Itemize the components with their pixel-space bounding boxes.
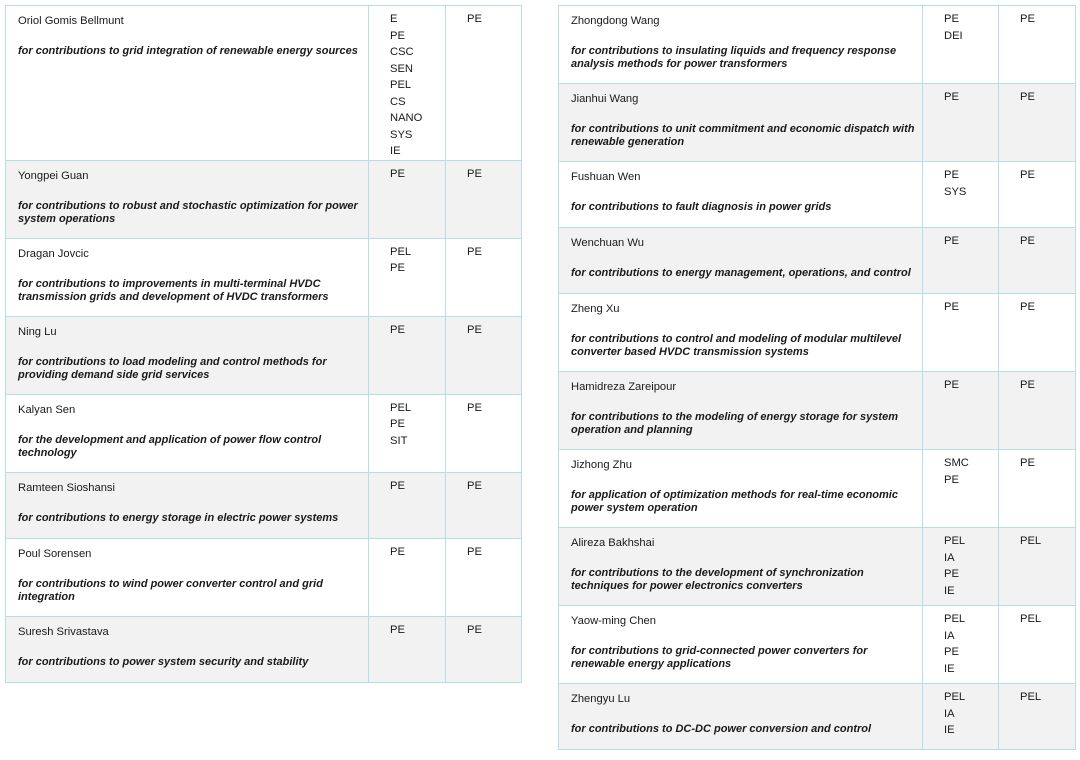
society-code: PE bbox=[944, 91, 959, 103]
fellow-societies-cell bbox=[923, 606, 999, 684]
fellows-table-left-body bbox=[6, 6, 522, 683]
society-code: PE bbox=[390, 167, 405, 180]
fellow-info-cell bbox=[559, 528, 923, 606]
fellow-citation: for contributions to control and modeling of modular multilevel converter based HVDC transmission systems bbox=[571, 333, 901, 358]
evaluating-society: PE bbox=[467, 545, 482, 558]
fellow-name: Zhongdong Wang bbox=[571, 15, 660, 27]
fellow-name: Ning Lu bbox=[18, 325, 57, 338]
fellow-row bbox=[559, 450, 1076, 528]
society-code: PE bbox=[390, 418, 405, 430]
society-code: PE bbox=[390, 623, 405, 636]
fellow-societies-cell bbox=[369, 394, 446, 472]
fellow-societies-cell bbox=[369, 160, 446, 238]
evaluating-society: PE bbox=[467, 245, 482, 258]
society-code: IE bbox=[944, 724, 955, 736]
fellow-name: Yongpei Guan bbox=[18, 169, 89, 182]
evaluating-society-cell bbox=[999, 528, 1076, 606]
society-code: SYS bbox=[390, 128, 413, 141]
fellow-name: Hamidreza Zareipour bbox=[571, 381, 677, 393]
fellow-row bbox=[6, 160, 522, 238]
fellow-row bbox=[559, 162, 1076, 228]
fellows-table-left bbox=[5, 5, 522, 683]
fellow-citation: for contributions to robust and stochastic optimization for power system operations bbox=[18, 199, 358, 225]
fellow-row bbox=[559, 606, 1076, 684]
society-code: PE bbox=[390, 545, 405, 558]
fellow-name: Zheng Xu bbox=[571, 303, 620, 315]
society-code: PE bbox=[390, 262, 405, 274]
evaluating-society: PE bbox=[467, 401, 482, 414]
fellow-info-cell bbox=[559, 450, 923, 528]
society-code: IE bbox=[390, 145, 401, 157]
fellow-name: Dragan Jovcic bbox=[18, 247, 89, 260]
society-code: PE bbox=[944, 568, 959, 580]
society-code: SEN bbox=[390, 62, 414, 75]
society-code: NANO bbox=[390, 112, 423, 124]
society-code: PEL bbox=[390, 245, 412, 258]
fellow-info-cell bbox=[6, 394, 369, 472]
society-code: IA bbox=[944, 551, 955, 564]
society-code: PEL bbox=[390, 401, 412, 414]
fellow-societies-cell bbox=[923, 294, 999, 372]
evaluating-society: PEL bbox=[1020, 535, 1042, 547]
fellow-row bbox=[559, 372, 1076, 450]
fellow-info-cell bbox=[6, 160, 369, 238]
fellow-info-cell bbox=[559, 606, 923, 684]
fellow-row bbox=[559, 84, 1076, 162]
evaluating-society-cell bbox=[999, 450, 1076, 528]
evaluating-society-cell bbox=[446, 472, 522, 538]
evaluating-society: PE bbox=[467, 479, 482, 492]
society-code: PE bbox=[944, 646, 959, 658]
fellow-citation: for contributions to energy management, operations, and control bbox=[571, 267, 911, 279]
fellow-citation: for contributions to unit commitment and economic dispatch with renewable generation bbox=[571, 123, 915, 148]
evaluating-society: PEL bbox=[1020, 691, 1042, 703]
evaluating-society: PE bbox=[467, 323, 482, 336]
fellow-societies-cell bbox=[923, 6, 999, 84]
society-code: PEL bbox=[944, 691, 966, 703]
fellow-societies-cell bbox=[369, 472, 446, 538]
society-code: PEL bbox=[390, 79, 412, 91]
fellow-citation: for contributions to fault diagnosis in power grids bbox=[571, 201, 832, 213]
evaluating-society-cell bbox=[999, 294, 1076, 372]
society-code: CS bbox=[390, 95, 406, 108]
fellow-societies-cell bbox=[369, 616, 446, 682]
fellow-societies-cell bbox=[369, 538, 446, 616]
fellow-citation: for contributions to power system security and stability bbox=[18, 655, 309, 668]
fellow-info-cell bbox=[6, 6, 369, 161]
fellow-citation: for contributions to insulating liquids and frequency response analysis methods for power transformers bbox=[571, 45, 897, 70]
society-code: PE bbox=[944, 379, 959, 391]
fellow-info-cell bbox=[559, 684, 923, 750]
fellows-table-right-body bbox=[559, 6, 1076, 750]
fellow-row bbox=[559, 6, 1076, 84]
society-code: IA bbox=[944, 707, 955, 720]
fellow-citation: for contributions to DC-DC power conversion and control bbox=[571, 723, 872, 735]
society-code: E bbox=[390, 13, 398, 25]
fellow-info-cell bbox=[6, 472, 369, 538]
fellow-row bbox=[6, 316, 522, 394]
society-code: PE bbox=[944, 169, 959, 181]
evaluating-society-cell bbox=[999, 162, 1076, 228]
fellow-name: Alireza Bakhshai bbox=[571, 537, 655, 549]
fellow-societies-cell bbox=[923, 372, 999, 450]
fellow-name: Suresh Srivastava bbox=[18, 625, 109, 638]
society-code: PE bbox=[390, 323, 405, 336]
fellow-row bbox=[6, 238, 522, 316]
evaluating-society-cell bbox=[446, 160, 522, 238]
fellow-row bbox=[6, 394, 522, 472]
society-code: PE bbox=[944, 301, 959, 313]
fellow-societies-cell bbox=[923, 162, 999, 228]
fellow-info-cell bbox=[559, 372, 923, 450]
fellow-citation: for contributions to the development of synchronization techniques for power electronics converters bbox=[571, 567, 864, 592]
evaluating-society: PE bbox=[467, 623, 482, 636]
fellow-info-cell bbox=[6, 538, 369, 616]
fellow-name: Wenchuan Wu bbox=[571, 237, 644, 249]
fellow-societies-cell bbox=[369, 6, 446, 161]
evaluating-society: PE bbox=[467, 167, 482, 180]
society-code: PE bbox=[390, 29, 405, 42]
evaluating-society-cell bbox=[446, 316, 522, 394]
fellow-info-cell bbox=[559, 6, 923, 84]
fellow-name: Oriol Gomis Bellmunt bbox=[18, 15, 124, 27]
fellow-societies-cell bbox=[923, 84, 999, 162]
fellow-name: Kalyan Sen bbox=[18, 403, 76, 416]
evaluating-society: PE bbox=[1020, 13, 1035, 25]
evaluating-society-cell bbox=[999, 84, 1076, 162]
fellow-societies-cell bbox=[923, 684, 999, 750]
evaluating-society-cell bbox=[446, 238, 522, 316]
society-code: SYS bbox=[944, 185, 967, 198]
fellow-row bbox=[559, 684, 1076, 750]
society-code: SIT bbox=[390, 434, 408, 447]
fellow-info-cell bbox=[559, 228, 923, 294]
society-code: SMC bbox=[944, 457, 969, 469]
evaluating-society-cell bbox=[999, 372, 1076, 450]
fellow-name: Poul Sorensen bbox=[18, 547, 92, 560]
fellow-citation: for contributions to improvements in multi-terminal HVDC transmission grids and development of HVDC transformers bbox=[18, 277, 329, 303]
fellows-table-right bbox=[558, 5, 1076, 750]
evaluating-society: PE bbox=[1020, 169, 1035, 181]
fellow-info-cell bbox=[6, 616, 369, 682]
evaluating-society: PEL bbox=[1020, 613, 1042, 625]
society-code: PE bbox=[390, 479, 405, 492]
fellow-societies-cell bbox=[923, 228, 999, 294]
fellow-row bbox=[559, 228, 1076, 294]
fellow-row bbox=[6, 538, 522, 616]
society-code: IE bbox=[944, 584, 955, 597]
fellow-info-cell bbox=[559, 84, 923, 162]
evaluating-society-cell bbox=[999, 6, 1076, 84]
fellow-citation: for the development and application of power flow control technology bbox=[18, 433, 322, 459]
evaluating-society: PE bbox=[467, 13, 482, 25]
evaluating-society-cell bbox=[446, 6, 522, 161]
fellow-info-cell bbox=[6, 238, 369, 316]
fellow-societies-cell bbox=[923, 528, 999, 606]
evaluating-society-cell bbox=[999, 684, 1076, 750]
evaluating-society-cell bbox=[999, 228, 1076, 294]
evaluating-society-cell bbox=[446, 616, 522, 682]
evaluating-society: PE bbox=[1020, 91, 1035, 103]
society-code: IE bbox=[944, 662, 955, 675]
fellow-row bbox=[559, 528, 1076, 606]
fellow-citation: for application of optimization methods for real-time economic power system operation bbox=[571, 489, 898, 514]
society-code: PE bbox=[944, 235, 959, 247]
society-code: PEL bbox=[944, 613, 966, 625]
evaluating-society-cell bbox=[446, 394, 522, 472]
fellow-citation: for contributions to grid-connected power converters for renewable energy applications bbox=[571, 645, 868, 670]
fellow-info-cell bbox=[6, 316, 369, 394]
fellow-name: Zhengyu Lu bbox=[571, 693, 631, 705]
society-code: PE bbox=[944, 473, 959, 486]
fellow-row bbox=[559, 294, 1076, 372]
society-code: IA bbox=[944, 629, 955, 642]
fellow-info-cell bbox=[559, 294, 923, 372]
fellow-name: Jizhong Zhu bbox=[571, 459, 632, 471]
society-code: DEI bbox=[944, 29, 963, 42]
fellow-citation: for contributions to wind power converter control and grid integration bbox=[18, 577, 323, 603]
fellow-societies-cell bbox=[923, 450, 999, 528]
society-code: PE bbox=[944, 13, 959, 25]
evaluating-society: PE bbox=[1020, 235, 1035, 247]
society-code: CSC bbox=[390, 46, 414, 58]
evaluating-society-cell bbox=[446, 538, 522, 616]
fellow-name: Yaow-ming Chen bbox=[571, 615, 656, 627]
evaluating-society-cell bbox=[999, 606, 1076, 684]
fellow-societies-cell bbox=[369, 238, 446, 316]
fellow-name: Ramteen Sioshansi bbox=[18, 481, 116, 494]
fellow-row bbox=[6, 616, 522, 682]
fellow-name: Jianhui Wang bbox=[571, 93, 639, 105]
fellow-citation: for contributions to energy storage in electric power systems bbox=[18, 511, 339, 524]
fellow-citation: for contributions to load modeling and control methods for providing demand side grid services bbox=[18, 355, 327, 381]
evaluating-society: PE bbox=[1020, 301, 1035, 313]
fellow-info-cell bbox=[559, 162, 923, 228]
evaluating-society: PE bbox=[1020, 379, 1035, 391]
fellow-name: Fushuan Wen bbox=[571, 171, 641, 183]
fellow-citation: for contributions to grid integration of renewable energy sources bbox=[18, 45, 358, 57]
fellow-row bbox=[6, 472, 522, 538]
fellow-row bbox=[6, 6, 522, 161]
fellow-societies-cell bbox=[369, 316, 446, 394]
fellow-citation: for contributions to the modeling of energy storage for system operation and planning bbox=[571, 411, 898, 436]
evaluating-society: PE bbox=[1020, 457, 1035, 469]
society-code: PEL bbox=[944, 535, 966, 547]
